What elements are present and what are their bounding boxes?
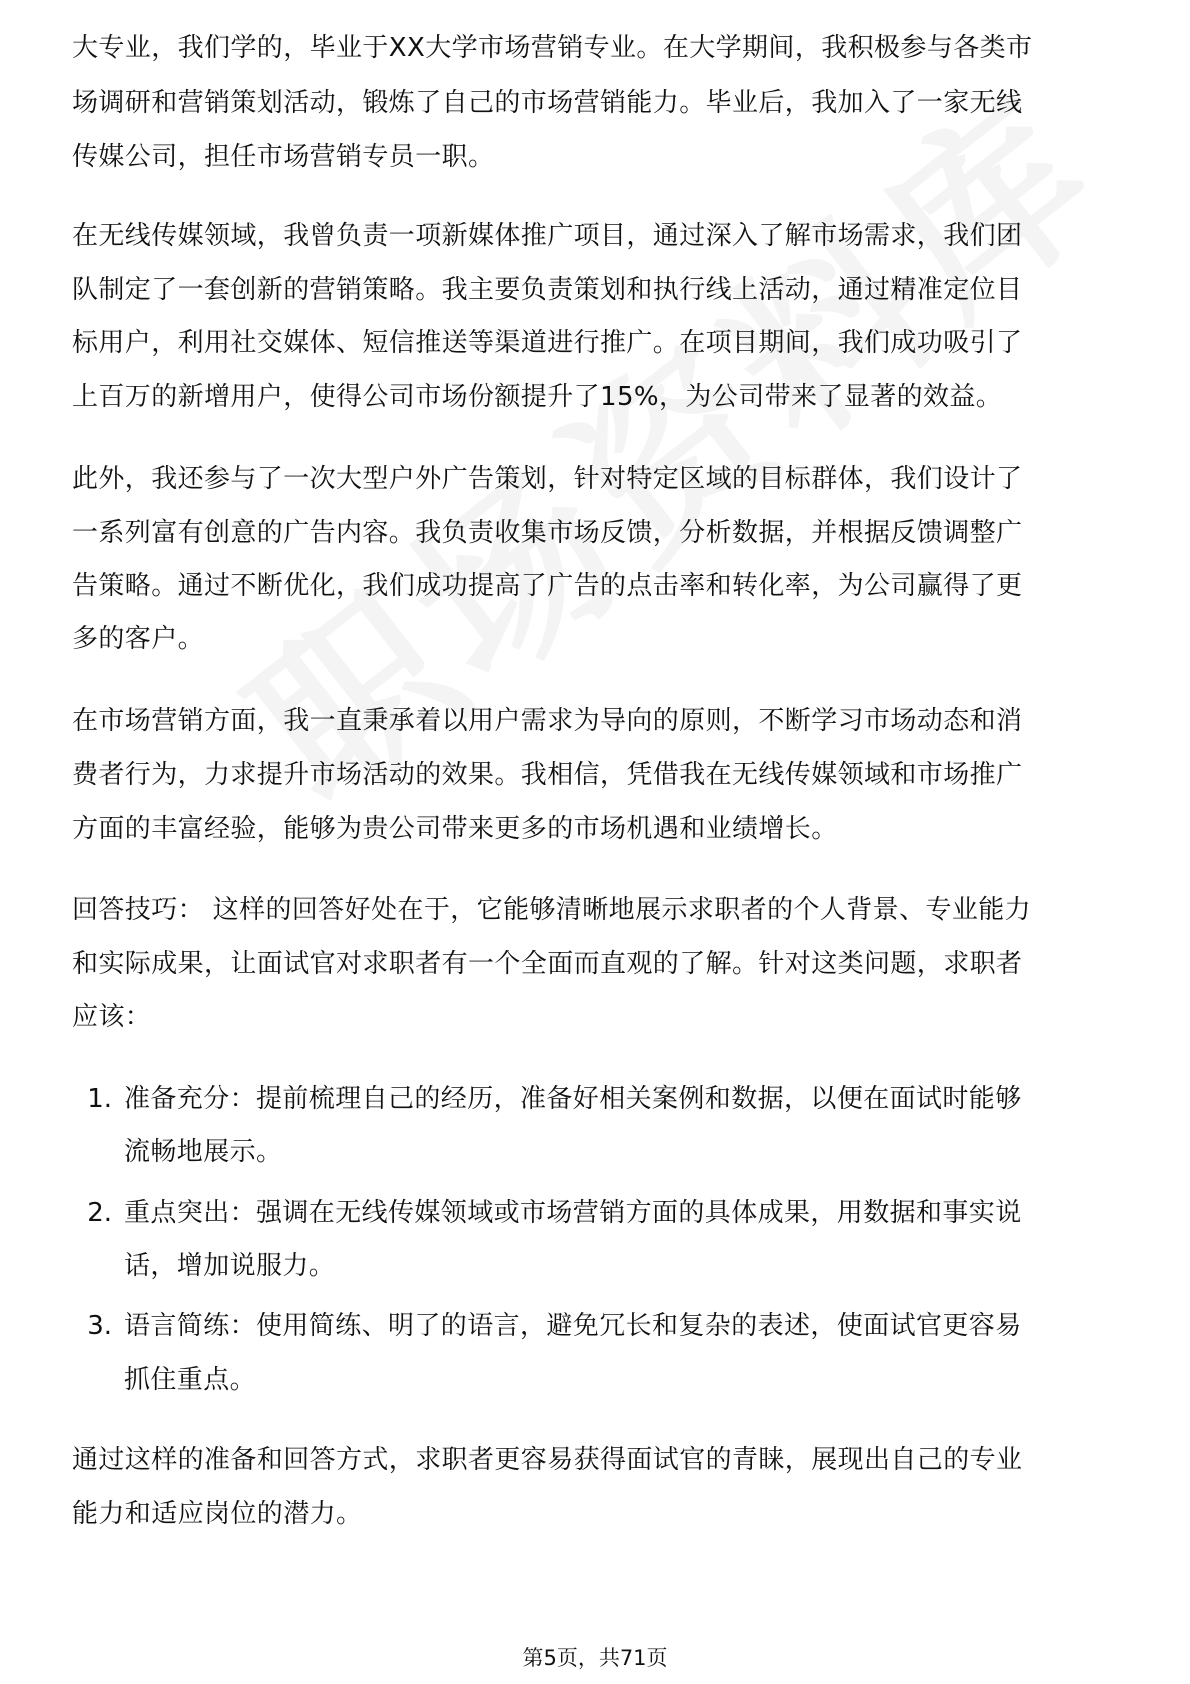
- list-number: 1.: [87, 1084, 112, 1114]
- text-line: 语言简练：使用简练、明了的语言，避免冗长和复杂的表述，使面试官更容易: [124, 1311, 1022, 1341]
- text-line: 场调研和营销策划活动，锻炼了自己的市场营销能力。毕业后，我加入了一家无线: [72, 88, 1023, 118]
- text-line: 在无线传媒领域，我曾负责一项新媒体推广项目，通过深入了解市场需求，我们团: [72, 221, 1023, 251]
- list-number: 2.: [87, 1198, 112, 1228]
- text-line: 在市场营销方面，我一直秉承着以用户需求为导向的原则，不断学习市场动态和消: [72, 706, 1023, 736]
- text-line: 通过这样的准备和回答方式，求职者更容易获得面试官的青睐，展现出自己的专业: [72, 1445, 1023, 1475]
- text-line: 重点突出：强调在无线传媒领域或市场营销方面的具体成果，用数据和事实说: [124, 1198, 1022, 1228]
- text-line: 上百万的新增用户，使得公司市场份额提升了15%，为公司带来了显著的效益。: [72, 382, 1003, 412]
- text-line: 回答技巧： 这样的回答好处在于，它能够清晰地展示求职者的个人背景、专业能力: [72, 895, 1032, 925]
- text-line: 标用户，利用社交媒体、短信推送等渠道进行推广。在项目期间，我们成功吸引了: [72, 328, 1023, 358]
- text-line: 一系列富有创意的广告内容。我负责收集市场反馈，分析数据，并根据反馈调整广: [72, 518, 1023, 548]
- text-line: 此外，我还参与了一次大型户外广告策划，针对特定区域的目标群体，我们设计了: [72, 464, 1023, 494]
- text-line: 方面的丰富经验，能够为贵公司带来更多的市场机遇和业绩增长。: [72, 814, 838, 844]
- text-line: 多的客户。: [72, 624, 205, 654]
- text-line: 抓住重点。: [124, 1365, 257, 1395]
- text-line: 告策略。通过不断优化，我们成功提高了广告的点击率和转化率，为公司赢得了更: [72, 571, 1023, 601]
- text-line: 流畅地展示。: [124, 1137, 283, 1167]
- text-line: 传媒公司，担任市场营销专员一职。: [72, 142, 495, 172]
- page-footer: 第5页，共71页: [522, 1646, 668, 1670]
- text-line: 话，增加说服力。: [124, 1251, 336, 1281]
- text-line: 应该：: [72, 1002, 152, 1032]
- text-line: 大专业，我们学的，毕业于XX大学市场营销专业。在大学期间，我积极参与各类市: [72, 33, 1033, 63]
- text-line: 队制定了一套创新的营销策略。我主要负责策划和执行线上活动，通过精准定位目: [72, 275, 1023, 305]
- text-line: 费者行为，力求提升市场活动的效果。我相信，凭借我在无线传媒领域和市场推广: [72, 760, 1023, 790]
- text-line: 和实际成果，让面试官对求职者有一个全面而直观的了解。针对这类问题，求职者: [72, 949, 1023, 979]
- text-line: 准备充分：提前梳理自己的经历，准备好相关案例和数据，以便在面试时能够: [124, 1084, 1022, 1114]
- list-number: 3.: [87, 1311, 112, 1341]
- text-line: 能力和适应岗位的潜力。: [72, 1499, 363, 1529]
